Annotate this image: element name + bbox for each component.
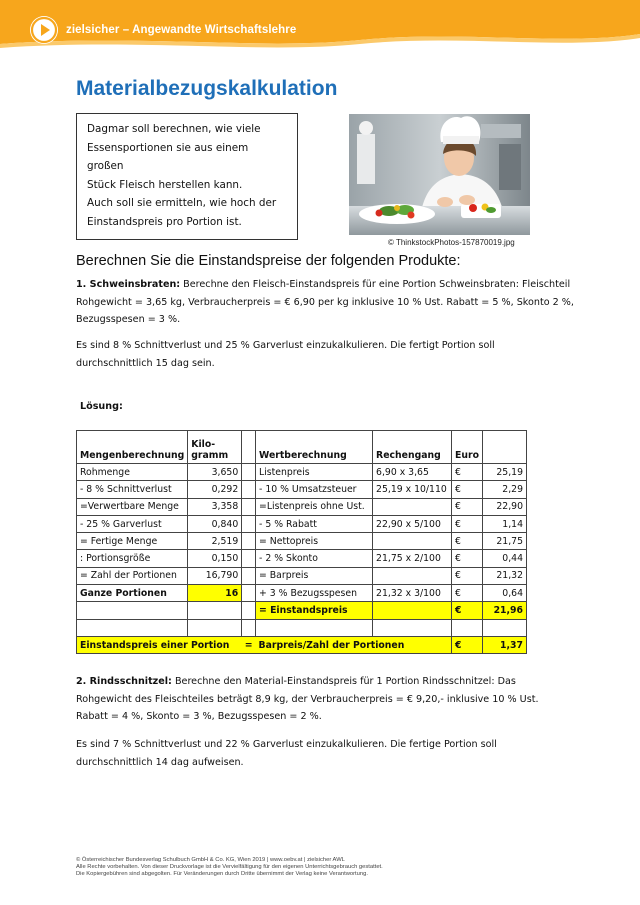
cell-kg: 3,358	[188, 498, 242, 515]
solution-label: Lösung:	[80, 401, 123, 412]
task1-loss-text	[76, 337, 576, 372]
cell-rechengang: 6,90 x 3,65	[373, 464, 452, 481]
photo-credit: © ThinkstockPhotos-157870019.jpg	[388, 238, 515, 247]
task1-line2: Rohgewicht = 3,65 kg, Verbraucherpreis = € 6,90 per kg inklusive 10 % Ust. Rabatt = 5 %, Skonto 2 %,	[76, 296, 574, 308]
cell-wert-label: - 10 % Umsatzsteuer	[256, 481, 373, 498]
col-header-mengen: Mengenberechnung	[77, 431, 188, 464]
cell-currency: €	[452, 585, 483, 602]
header-band	[0, 0, 640, 52]
intro-line: Auch soll sie ermitteln, wie hoch der	[87, 197, 277, 209]
cell-menge-label: Rohmenge	[77, 464, 188, 481]
cell-spacer	[242, 498, 256, 515]
intro-line: Essensportionen sie aus einem großen	[87, 141, 249, 172]
table-row	[77, 602, 527, 619]
cell-menge-label: - 8 % Schnittverlust	[77, 481, 188, 498]
cell-empty	[452, 619, 483, 636]
cell-spacer	[242, 567, 256, 584]
cell-einstandspreis-label: = Einstandspreis	[256, 602, 373, 619]
cell-kg: 0,840	[188, 515, 242, 532]
summary-label: Einstandspreis einer Portion	[77, 636, 242, 653]
col-header-kilogramm: Kilo- gramm	[188, 431, 242, 464]
cell-wert-label: - 5 % Rabatt	[256, 515, 373, 532]
task1-line3: Bezugsspesen = 3 %.	[76, 314, 181, 325]
cell-spacer	[242, 550, 256, 567]
brand-name: zielsicher – Angewandte Wirtschaftslehre	[66, 24, 297, 36]
brand	[30, 16, 296, 44]
cell-kg: 2,519	[188, 533, 242, 550]
cell-spacer	[242, 619, 256, 636]
intro-line: Stück Fleisch herstellen kann.	[87, 178, 243, 191]
calculation-table	[76, 430, 527, 654]
table-row	[77, 464, 527, 481]
cell-rechengang	[373, 498, 452, 515]
cell-currency: €	[452, 567, 483, 584]
cell-kg: 3,650	[188, 464, 242, 481]
table-row	[77, 550, 527, 567]
task2-line5: durchschnittlich 14 dag aufweisen.	[76, 756, 244, 768]
footer	[76, 857, 383, 879]
cell-ganze-portionen: Ganze Portionen	[77, 585, 188, 602]
cell-currency: €	[452, 533, 483, 550]
footer-line: Alle Rechte vorbehalten. Von dieser Druckvorlage ist die Vervielfältigung für den eigenen Unterrichtsgebrauch gestattet.	[76, 864, 383, 871]
cell-euro: 0,44	[483, 550, 527, 567]
cell-wert-label: Listenpreis	[256, 464, 373, 481]
cell-einstandspreis-rechengang	[373, 602, 452, 619]
cell-kg: 0,292	[188, 481, 242, 498]
col-header-spacer	[242, 431, 256, 464]
table-header-row	[77, 431, 527, 464]
intro-line: Dagmar soll berechnen, wie viele	[87, 123, 261, 135]
col-header-wert: Wertberechnung	[256, 431, 373, 464]
task2-line1: Berechne den Material-Einstandspreis für 1 Portion Rindsschnitzel: Das	[171, 676, 516, 687]
table-row	[77, 498, 527, 515]
task1-text	[76, 276, 576, 329]
task1-line5: durchschnittlich 15 dag sein.	[76, 357, 215, 369]
col-header-rechengang: Rechengang	[373, 431, 452, 464]
cell-empty	[188, 602, 242, 619]
task2-text	[76, 673, 576, 726]
cell-empty	[77, 602, 188, 619]
cell-euro: 1,14	[483, 515, 527, 532]
cell-rechengang: 25,19 x 10/110	[373, 481, 452, 498]
task1-line	[76, 276, 576, 294]
cell-spacer	[242, 481, 256, 498]
footer-line: Die Kopiergebühren sind abgegolten. Für Veränderungen durch Dritte übernimmt der Verlag keine Verantwortung.	[76, 871, 368, 878]
cell-empty	[373, 619, 452, 636]
page-title: Materialbezugskalkulation	[76, 77, 338, 100]
cell-kg: 16,790	[188, 567, 242, 584]
col-header-value	[483, 431, 527, 464]
cell-spacer	[242, 585, 256, 602]
cell-spacer	[242, 533, 256, 550]
task2-line	[76, 673, 576, 691]
cell-euro: 21,32	[483, 567, 527, 584]
col-header-euro: Euro	[452, 431, 483, 464]
cell-wert-label: - 2 % Skonto	[256, 550, 373, 567]
section-heading: Berechnen Sie die Einstandspreise der folgenden Produkte:	[76, 253, 461, 269]
summary-currency: €	[452, 636, 483, 653]
task2-line4: Es sind 7 % Schnittverlust und 22 % Garverlust einzukalkulieren. Die fertige Portion soll	[76, 739, 497, 750]
cell-euro: 2,29	[483, 481, 527, 498]
footer-line: © Österreichischer Bundesverlag Schulbuch GmbH & Co. KG, Wien 2019 | www.oebv.at | zielsicher AWL	[76, 857, 345, 863]
intro-line: Einstandspreis pro Portion ist.	[87, 215, 242, 228]
cell-empty	[483, 619, 527, 636]
task2-label: 2. Rindsschnitzel:	[76, 676, 172, 687]
table-row	[77, 515, 527, 532]
cell-menge-label: =Verwertbare Menge	[77, 498, 188, 515]
summary-equals: =	[242, 636, 256, 653]
cell-empty	[188, 619, 242, 636]
cell-currency: €	[452, 515, 483, 532]
cell-wert-label: =Listenpreis ohne Ust.	[256, 498, 373, 515]
table-summary-row	[77, 636, 527, 653]
task1-line4: Es sind 8 % Schnittverlust und 25 % Garverlust einzukalkulieren. Die fertigt Portion soll	[76, 340, 495, 351]
cell-menge-label: = Zahl der Portionen	[77, 567, 188, 584]
task1-label: 1. Schweinsbraten:	[76, 279, 181, 290]
cell-currency: €	[452, 602, 483, 619]
cell-menge-label: = Fertige Menge	[77, 533, 188, 550]
task2-line3: Rabatt = 4 %, Skonto = 3 %, Bezugsspesen = 2 %.	[76, 711, 322, 722]
task1-line1: Berechne den Fleisch-Einstandspreis für eine Portion Schweinsbraten: Fleischteil	[180, 279, 571, 290]
cell-rechengang: 22,90 x 5/100	[373, 515, 452, 532]
cell-menge-label: - 25 % Garverlust	[77, 515, 188, 532]
cell-currency: €	[452, 481, 483, 498]
cell-euro: 25,19	[483, 464, 527, 481]
cell-wert-label: + 3 % Bezugsspesen	[256, 585, 373, 602]
cell-euro: 0,64	[483, 585, 527, 602]
cell-currency: €	[452, 464, 483, 481]
task2-loss-text	[76, 736, 576, 771]
intro-box	[76, 113, 298, 240]
cell-empty	[256, 619, 373, 636]
cell-einstandspreis-value: 21,96	[483, 602, 527, 619]
chef-photo	[349, 114, 530, 235]
cell-currency: €	[452, 498, 483, 515]
table-row	[77, 481, 527, 498]
task2-line2: Rohgewicht des Fleischteiles beträgt 8,9 kg, der Verbraucherpreis = € 9,20,- inklusive 10 % Ust.	[76, 693, 539, 705]
table-row	[77, 567, 527, 584]
cell-kg: 0,150	[188, 550, 242, 567]
cell-euro: 22,90	[483, 498, 527, 515]
cell-spacer	[242, 515, 256, 532]
cell-euro: 21,75	[483, 533, 527, 550]
cell-ganze-portionen-value: 16	[188, 585, 242, 602]
table-row	[77, 585, 527, 602]
play-logo-icon	[30, 16, 58, 44]
table-row-blank	[77, 619, 527, 636]
cell-wert-label: = Barpreis	[256, 567, 373, 584]
cell-rechengang	[373, 533, 452, 550]
table-row	[77, 533, 527, 550]
cell-currency: €	[452, 550, 483, 567]
summary-value: 1,37	[483, 636, 527, 653]
cell-rechengang	[373, 567, 452, 584]
cell-spacer	[242, 464, 256, 481]
cell-empty	[77, 619, 188, 636]
cell-wert-label: = Nettopreis	[256, 533, 373, 550]
cell-rechengang: 21,75 x 2/100	[373, 550, 452, 567]
cell-menge-label: : Portionsgröße	[77, 550, 188, 567]
cell-spacer	[242, 602, 256, 619]
cell-rechengang: 21,32 x 3/100	[373, 585, 452, 602]
summary-formula: Barpreis/Zahl der Portionen	[256, 636, 452, 653]
